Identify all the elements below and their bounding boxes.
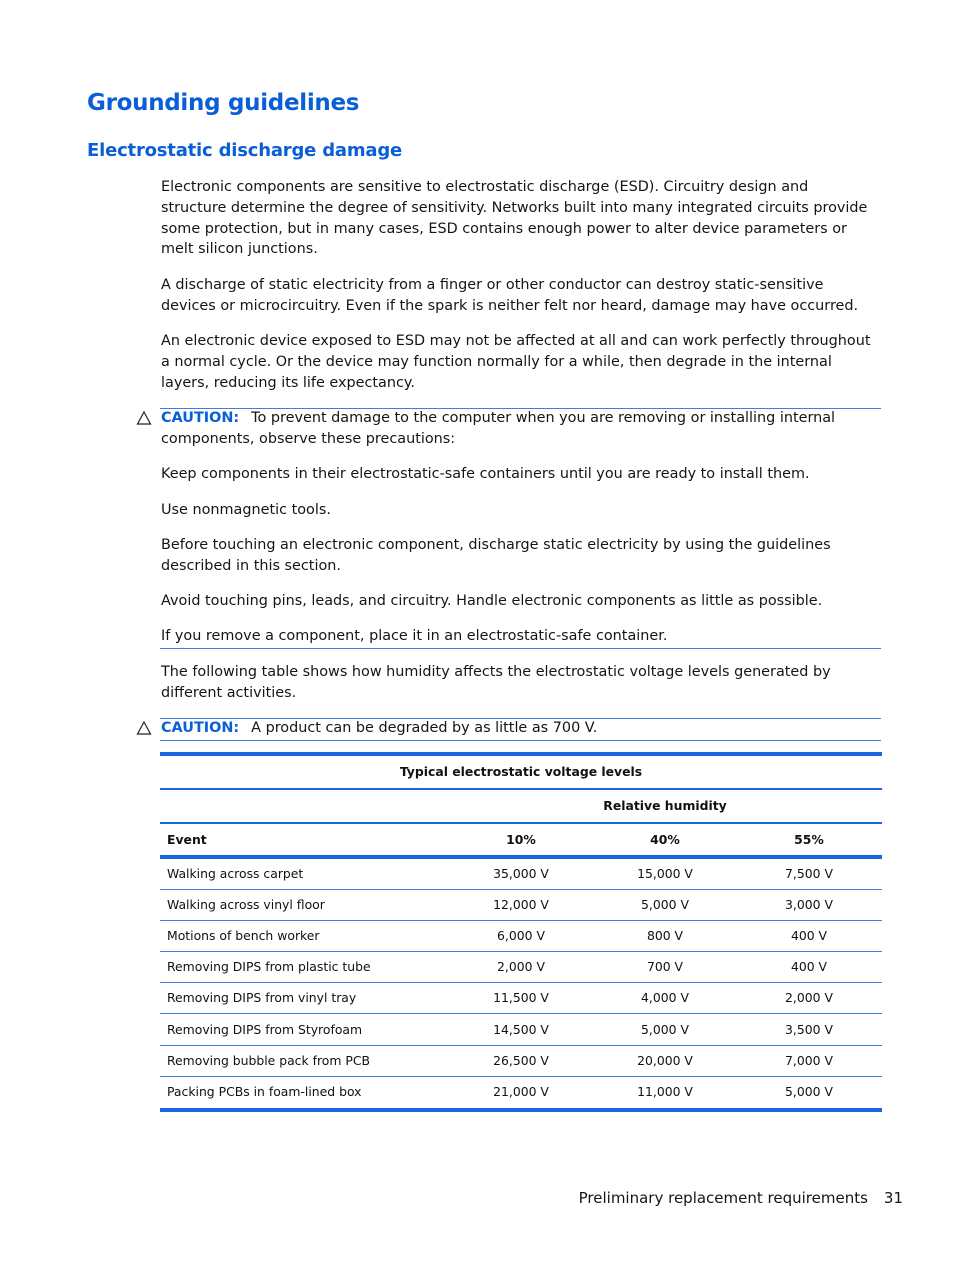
caution-text: A product can be degraded by as little as 700 V. [251,720,598,736]
precaution-item: Before touching an electronic component, discharge static electricity by using the guidelines described in this section. [161,537,831,574]
table-top-border [160,752,882,756]
cell-10: 35,000 V [493,866,549,881]
caution-bottom-rule [160,648,881,649]
cell-event: Motions of bench worker [167,928,320,943]
cell-55: 400 V [790,959,828,974]
cell-event: Walking across carpet [167,866,304,881]
precaution-item: If you remove a component, place it in an electrostatic-safe container. [161,628,668,644]
caution-message [161,408,876,450]
page-number: 31 [883,1189,903,1207]
cell-10: 21,000 V [493,1084,549,1099]
table-row [160,983,882,1014]
cell-55: 7,500 V [785,866,833,881]
table-row [160,859,882,890]
cell-10: 14,500 V [493,1022,549,1037]
caution-label: CAUTION: [161,720,240,736]
table-bottom-border [160,1108,882,1112]
precaution-item: Keep components in their electrostatic-safe containers until you are ready to install them. [161,466,810,482]
caution-label: CAUTION: [161,410,240,426]
caution-triangle-icon [136,720,152,736]
cell-event: Removing DIPS from Styrofoam [167,1022,363,1037]
cell-40: 4,000 V [641,990,689,1005]
table-group-header: Relative humidity [603,798,727,813]
caution-text: To prevent damage to the computer when you are removing or installing internal components, observe these precautions: [161,410,836,447]
cell-40: 11,000 V [637,1084,693,1099]
row-divider [160,1013,882,1014]
table-group-rule [160,822,882,824]
table-title: Typical electrostatic voltage levels [399,764,643,779]
table-title-rule [160,788,882,790]
table-header-40: 40% [650,832,680,847]
paragraph-table-intro: The following table shows how humidity affects the electrostatic voltage levels generated by different activities. [161,664,831,701]
cell-event: Removing bubble pack from PCB [167,1053,370,1068]
cell-40: 15,000 V [637,866,693,881]
cell-event: Walking across vinyl floor [167,897,325,912]
cell-10: 12,000 V [493,897,549,912]
cell-event: Removing DIPS from vinyl tray [167,990,357,1005]
cell-event: Removing DIPS from plastic tube [167,959,371,974]
table-row [160,1015,882,1046]
footer-section-title: Preliminary replacement requirements [578,1189,868,1207]
table-row [160,1046,882,1077]
cell-10: 26,500 V [493,1053,549,1068]
caution2-bottom-rule [160,740,881,741]
precaution-item: Use nonmagnetic tools. [161,502,331,518]
cell-55: 5,000 V [785,1084,833,1099]
caution2-message [161,718,876,739]
cell-55: 400 V [790,928,828,943]
table-row [160,921,882,952]
section-heading: Electrostatic discharge damage [87,140,403,161]
cell-40: 800 V [646,928,684,943]
cell-55: 3,000 V [785,897,833,912]
paragraph-device-exposure: An electronic device exposed to ESD may not be affected at all and can work perfectly throughout a normal cycle. Or the device may function normally for a while, then degrade in the internal layers, reducing its life expectancy. [161,333,871,391]
caution-triangle-icon [136,410,152,426]
table-header-55: 55% [794,832,824,847]
precaution-item: Avoid touching pins, leads, and circuitry. Handle electronic components as little as possible. [161,593,823,609]
cell-55: 2,000 V [785,990,833,1005]
cell-10: 11,500 V [493,990,549,1005]
cell-40: 700 V [646,959,684,974]
cell-event: Packing PCBs in foam-lined box [167,1084,362,1099]
table-row [160,1077,882,1108]
cell-10: 6,000 V [497,928,545,943]
paragraph-discharge: A discharge of static electricity from a finger or other conductor can destroy static-sensitive devices or microcircuitry. Even if the spark is neither felt nor heard, damage may have occurred. [161,277,859,314]
table-row [160,952,882,983]
cell-55: 7,000 V [785,1053,833,1068]
page-heading: Grounding guidelines [87,90,360,116]
cell-55: 3,500 V [785,1022,833,1037]
cell-40: 20,000 V [637,1053,693,1068]
page-footer [560,1189,903,1207]
table-header-10: 10% [506,832,536,847]
cell-40: 5,000 V [641,1022,689,1037]
table-header-event: Event [167,832,207,847]
table-row [160,890,882,921]
paragraph-esd-intro: Electronic components are sensitive to electrostatic discharge (ESD). Circuitry design and structure determine the degree of sensitivity. Networks built into many integrated circuits provide some protection, but in many cases, ESD contains enough power to alter device parameters or melt silicon junctions. [161,179,868,258]
cell-10: 2,000 V [497,959,545,974]
cell-40: 5,000 V [641,897,689,912]
